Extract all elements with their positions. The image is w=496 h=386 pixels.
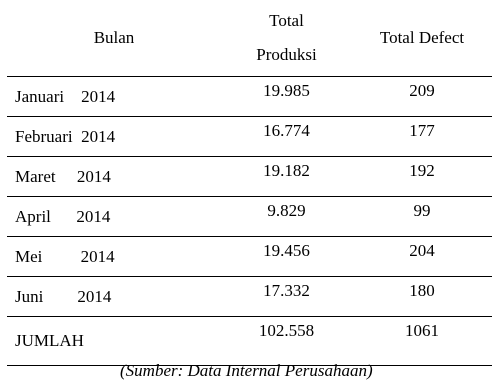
month-cell: April 2014 (7, 197, 221, 237)
table-row (7, 277, 492, 317)
month-cell: Mei 2014 (7, 237, 221, 277)
header-total-production (221, 0, 352, 77)
production-cell: 19.456 (221, 237, 352, 277)
header-total-production-line1: Total (269, 11, 304, 30)
source-caption: (Sumber: Data Internal Perusahaan) (120, 361, 373, 380)
production-cell: 17.332 (221, 277, 352, 317)
production-defect-table (7, 0, 492, 366)
defect-cell: 180 (352, 277, 492, 317)
production-cell: 16.774 (221, 117, 352, 157)
defect-cell: 204 (352, 237, 492, 277)
header-total-defect: Total Defect (352, 0, 492, 77)
defect-cell: 99 (352, 197, 492, 237)
defect-cell: 209 (352, 77, 492, 117)
total-label: JUMLAH (7, 317, 221, 366)
defect-cell: 177 (352, 117, 492, 157)
production-cell: 9.829 (221, 197, 352, 237)
table-row (7, 157, 492, 197)
defect-table-container (7, 0, 492, 366)
production-cell: 19.985 (221, 77, 352, 117)
table-row (7, 237, 492, 277)
total-row (7, 317, 492, 366)
header-month: Bulan (7, 0, 221, 77)
header-total-production-line2: Produksi (256, 45, 317, 64)
table-header-row (7, 0, 492, 77)
month-cell: Februari 2014 (7, 117, 221, 157)
total-production: 102.558 (221, 317, 352, 366)
month-cell: Januari 2014 (7, 77, 221, 117)
total-defect: 1061 (352, 317, 492, 366)
defect-cell: 192 (352, 157, 492, 197)
month-cell: Juni 2014 (7, 277, 221, 317)
month-cell: Maret 2014 (7, 157, 221, 197)
table-row (7, 117, 492, 157)
table-row (7, 197, 492, 237)
table-row (7, 77, 492, 117)
production-cell: 19.182 (221, 157, 352, 197)
